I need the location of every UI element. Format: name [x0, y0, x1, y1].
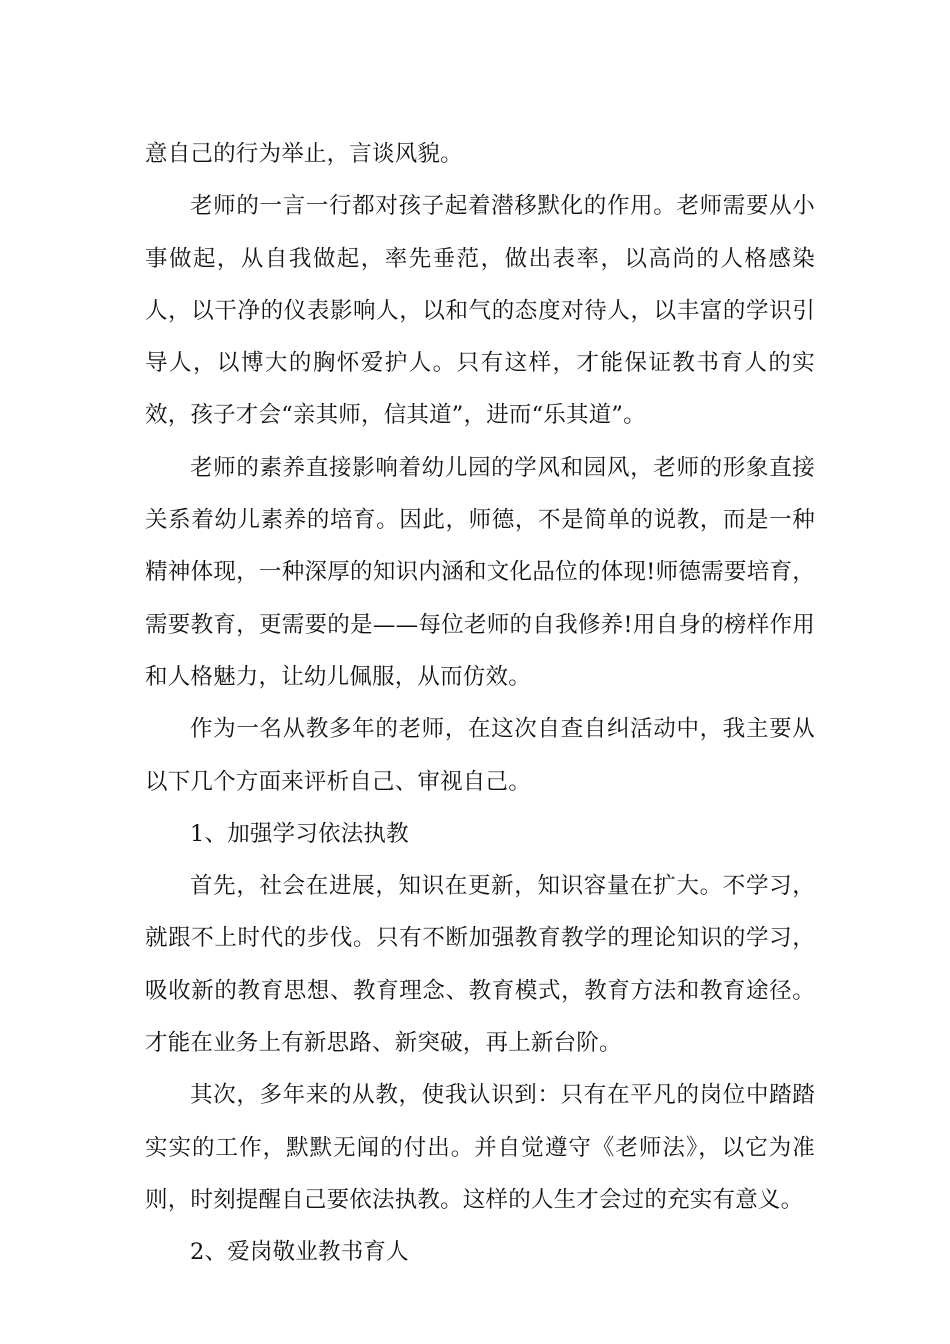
paragraph-second: 其次，多年来的从教，使我认识到：只有在平凡的岗位中踏踏实实的工作，默默无闻的付出。并自觉遵守《老师法》，以它为准则，时刻提醒自己要依法执教。这样的人生才会过的充实有意义。	[145, 1082, 815, 1213]
section-heading-1: 1、加强学习依法执教	[190, 820, 409, 847]
paragraph-first: 首先，社会在进展，知识在更新，知识容量在扩大。不学习，就跟不上时代的步伐。只有不断加强教育教学的理论知识的学习，吸收新的教育思想、教育理念、教育模式，教育方法和教育途径。才能在业务上有新思路、新突破，再上新台阶。	[145, 873, 815, 1057]
paragraph-teacher-example: 老师的一言一行都对孩子起着潜移默化的作用。老师需要从小事做起，从自我做起，率先垂范，做出表率，以高尚的人格感染人，以干净的仪表影响人，以和气的态度对待人，以丰富的学识引导人，以博大的胸怀爱护人。只有这样，才能保证教书育人的实效，孩子才会“亲其师，信其道”，进而“乐其道”。	[145, 193, 815, 429]
paragraph-continuation: 意自己的行为举止，言谈风貌。	[145, 141, 463, 167]
paragraph-self-review: 作为一名从教多年的老师，在这次自查自纠活动中，我主要从以下几个方面来评析自己、审视自己。	[145, 716, 815, 795]
paragraph-teacher-quality: 老师的素养直接影响着幼儿园的学风和园风，老师的形象直接关系着幼儿素养的培育。因此，师德，不是简单的说教，而是一种精神体现，一种深厚的知识内涵和文化品位的体现!师德需要培育，需要教育，更需要的是——每位老师的自我修养!用自身的榜样作用和人格魅力，让幼儿佩服，从而仿效。	[145, 454, 815, 690]
document-body	[145, 128, 815, 1279]
section-heading-2: 2、爱岗敬业教书育人	[190, 1239, 409, 1266]
